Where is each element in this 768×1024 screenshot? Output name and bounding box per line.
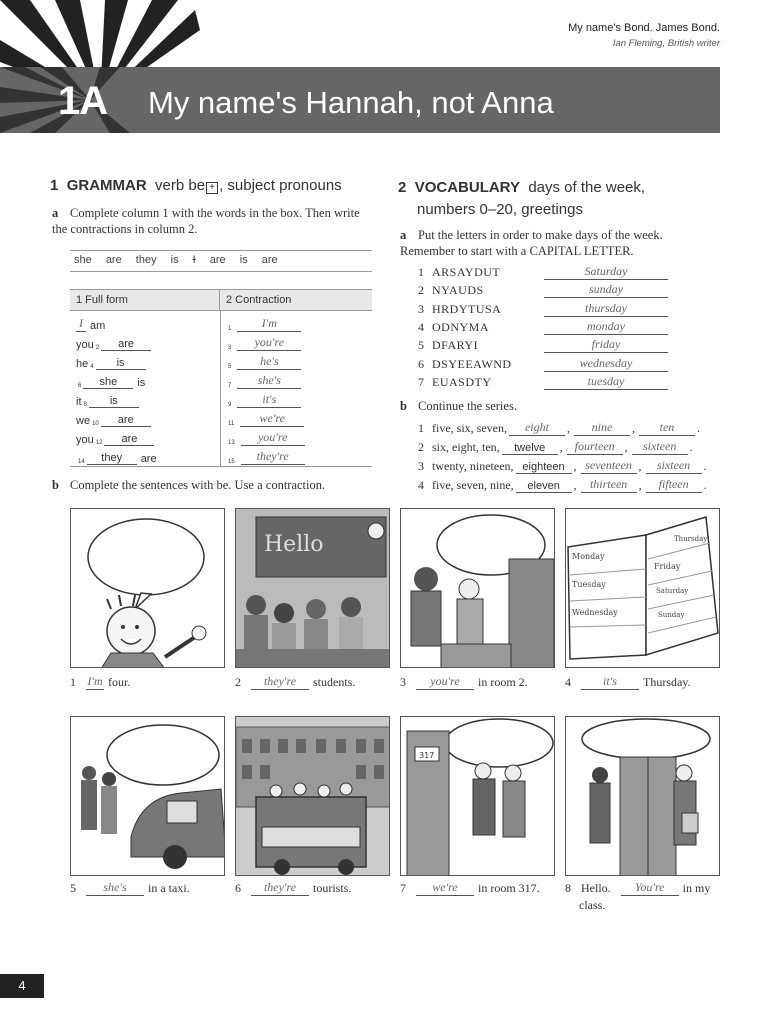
section-heading: VOCABULARY: [414, 179, 520, 196]
grammar-heading: [50, 177, 342, 194]
board-text: Hello: [264, 532, 324, 557]
picture-panel-8: [565, 716, 720, 876]
picture-caption: [70, 880, 190, 896]
anagram-item: [418, 372, 668, 390]
table-row-full-form: [76, 333, 151, 351]
picture-caption: [70, 674, 130, 690]
item-letter: a: [52, 206, 59, 220]
section-topic-rest: , subject pronouns: [219, 177, 342, 194]
girl-waving-illustration: [71, 509, 225, 668]
classroom-door-illustration: [401, 509, 555, 668]
contraction-blank[interactable]: you're: [237, 335, 301, 351]
series-item: 4 five, seven, nine, eleven , thirteen , fifteen .: [418, 477, 707, 492]
item-number: 12: [95, 440, 103, 446]
anagram-letters: EUASDTY: [432, 374, 492, 389]
answer-blank[interactable]: I'm: [87, 674, 103, 688]
answer-blank[interactable]: is: [96, 357, 146, 370]
contraction-blank[interactable]: we're: [240, 411, 304, 427]
answer-blank[interactable]: she's: [86, 880, 144, 896]
item-number: 4: [565, 675, 571, 689]
series-item: 2 six, eight, ten, twelve , fourteen , sixteen .: [418, 439, 693, 454]
caption-rest: Thursday.: [643, 675, 691, 689]
answer-blank[interactable]: they're: [251, 674, 309, 690]
answer-blank[interactable]: sixteen: [646, 458, 702, 474]
item-number: 4: [418, 319, 424, 334]
item-letter: a: [400, 228, 407, 242]
series-item: 3 twenty, nineteen, eighteen , seventeen , sixteen .: [418, 458, 707, 473]
answer-blank[interactable]: ten: [639, 420, 695, 436]
tourist-bus-illustration: [236, 717, 390, 876]
answer-blank[interactable]: wednesday: [544, 356, 668, 372]
anagram-item: [418, 262, 668, 280]
answer-blank[interactable]: sunday: [544, 282, 668, 298]
table-row-contraction: [226, 352, 301, 370]
answer-blank[interactable]: she: [83, 376, 133, 389]
picture-caption: [235, 880, 351, 896]
item-number: 6: [418, 356, 424, 371]
calendar-day: Friday: [654, 562, 681, 571]
contraction-blank[interactable]: he's: [237, 354, 301, 370]
table-row-contraction: [226, 409, 304, 427]
table-header: [70, 289, 372, 311]
answer-blank[interactable]: are: [104, 433, 154, 446]
picture-panel-4: [565, 508, 720, 668]
table-row-contraction: [226, 333, 301, 351]
table-row-full-form: [76, 409, 151, 427]
answer-blank[interactable]: tuesday: [544, 374, 668, 390]
answer-blank[interactable]: friday: [544, 337, 668, 353]
anagram-letters: ARSAYDUT: [432, 265, 501, 279]
caption-rest: in room 317.: [478, 881, 540, 895]
item-number: 9: [228, 402, 232, 408]
anagram-letters: ODNYMA: [432, 319, 489, 334]
answer-blank[interactable]: eighteen: [516, 461, 572, 474]
item-number: 6: [235, 881, 241, 895]
table-row-contraction: [226, 447, 305, 465]
section-number: 2: [398, 179, 407, 196]
caption-rest: in room 2.: [478, 675, 528, 689]
col2-header: 2 Contraction: [226, 294, 292, 306]
table-row-full-form: [76, 447, 157, 465]
series-given: five, seven, nine,: [432, 478, 514, 492]
item-number: 5: [228, 364, 232, 370]
section-topic: verb be: [155, 177, 206, 194]
item-number: 14: [78, 459, 85, 465]
vocab-a-instruction: [400, 227, 690, 259]
answer-blank[interactable]: Saturday: [544, 264, 668, 280]
answer-blank[interactable]: monday: [544, 319, 668, 335]
word-box: [70, 250, 372, 272]
quote-text: My name's Bond. James Bond.: [568, 22, 720, 34]
verb-form: is: [137, 377, 146, 389]
item-number: 7: [228, 383, 232, 389]
table-row-contraction: [226, 390, 301, 408]
pronoun: you: [76, 434, 94, 446]
section-topic: days of the week,: [528, 179, 646, 196]
instruction-text: Continue the series.: [418, 399, 517, 413]
contraction-blank[interactable]: she's: [237, 373, 301, 389]
pronoun: you: [76, 339, 94, 351]
word-box-item: are: [209, 254, 226, 266]
answer-blank[interactable]: fifteen: [646, 477, 702, 493]
item-number: 2: [95, 345, 100, 351]
picture-caption: [235, 674, 355, 690]
calendar-day: Thursday: [674, 535, 708, 543]
anagram-item: [418, 335, 668, 353]
caption-rest: students.: [313, 675, 356, 689]
pronoun: we: [76, 415, 91, 427]
answer-blank[interactable]: they: [87, 452, 137, 465]
instruction-text: Put the letters in order to make days of the week. Remember to start with a CAPITAL LETTER.: [400, 228, 663, 258]
answer-blank[interactable]: they're: [251, 880, 309, 896]
instruction-text: Complete the sentences with be. Use a contraction.: [70, 478, 326, 492]
answer-blank[interactable]: eight: [509, 420, 565, 436]
anagram-item: [418, 317, 668, 335]
picture-caption: [565, 674, 691, 690]
answer-blank[interactable]: You're: [621, 880, 679, 896]
word-box-item: are: [105, 254, 122, 266]
grammar-b-instruction: [52, 477, 372, 493]
word-box-item: is: [170, 254, 179, 266]
verb-form: am: [90, 320, 106, 332]
quote-block: [568, 22, 720, 49]
classroom-illustration: [236, 509, 390, 668]
teacher-door-illustration: [566, 717, 720, 876]
quote-author: Ian Fleming, British writer: [612, 38, 720, 49]
table-row-full-form: [76, 314, 105, 332]
caption-pre: Hello.: [581, 881, 611, 895]
section-number: 1: [50, 177, 59, 194]
answer-blank[interactable]: you're: [416, 674, 474, 690]
item-number: 15: [228, 459, 235, 465]
answer-blank[interactable]: twelve: [502, 442, 558, 455]
table-row-contraction: [226, 314, 301, 332]
item-number: 13: [228, 440, 235, 446]
answer-blank[interactable]: eleven: [516, 480, 572, 493]
caption-rest: class.: [579, 898, 606, 912]
section-heading: GRAMMAR: [66, 177, 147, 194]
answer-blank[interactable]: seventeen: [581, 458, 637, 474]
table-row-contraction: [226, 428, 305, 446]
answer-blank[interactable]: is: [89, 395, 139, 408]
item-number: 4: [90, 364, 94, 370]
page-number: 4: [0, 974, 44, 998]
anagram-letters: NYAUDS: [432, 283, 484, 298]
col1-header: 1 Full form: [70, 290, 220, 310]
plus-box-icon: +: [206, 182, 218, 194]
answer-blank[interactable]: are: [101, 338, 151, 351]
anagram-item: [418, 280, 668, 298]
calendar-day: Tuesday: [572, 580, 606, 589]
item-number: 1: [70, 675, 76, 689]
series-item: 1 five, six, seven, eight , nine , ten .: [418, 420, 700, 435]
picture-caption: [565, 880, 710, 896]
item-number: 7: [400, 881, 406, 895]
series-given: five, six, seven,: [432, 421, 507, 435]
picture-panel-3: [400, 508, 555, 668]
item-number: 8: [565, 881, 571, 895]
item-number: 3: [418, 459, 424, 473]
section-topic-line2: numbers 0–20, greetings: [417, 201, 583, 218]
answer-blank[interactable]: nine: [574, 420, 630, 436]
verb-form: are: [140, 453, 157, 465]
taxi-illustration: [71, 717, 225, 876]
word-box-item: I: [192, 254, 196, 266]
item-number: 5: [418, 338, 424, 353]
grammar-table: [70, 289, 372, 467]
anagram-item: [418, 299, 668, 317]
picture-panel-6: [235, 716, 390, 876]
answer-blank[interactable]: it's: [581, 674, 639, 690]
table-body: [70, 311, 372, 466]
picture-panel-1: [70, 508, 225, 668]
table-row-full-form: [76, 371, 145, 389]
contraction-blank[interactable]: it's: [237, 392, 301, 408]
anagram-letters: DSYEEAWND: [432, 356, 512, 371]
answer-blank[interactable]: fourteen: [567, 439, 623, 455]
item-number: 11: [228, 421, 235, 427]
item-number: 2: [418, 440, 424, 454]
contraction-blank[interactable]: you're: [241, 430, 305, 446]
word-box-item: is: [239, 254, 248, 266]
anagram-item: [418, 354, 668, 372]
table-row-full-form: [76, 390, 139, 408]
calendar-day: Sunday: [658, 611, 685, 619]
caption-rest: four.: [108, 675, 131, 689]
anagram-letters: DFARYI: [432, 338, 479, 353]
picture-caption: [400, 674, 528, 690]
anagram-letters: HRDYTUSA: [432, 301, 502, 316]
item-number: 3: [418, 301, 424, 316]
item-number: 6: [78, 383, 82, 389]
series-given: six, eight, ten,: [432, 440, 500, 454]
vocab-b-instruction: [400, 398, 517, 414]
word-box-item: they: [135, 254, 157, 266]
item-number: 7: [418, 374, 424, 389]
answer-blank[interactable]: thirteen: [581, 477, 637, 493]
item-number: 5: [70, 881, 76, 895]
item-number: 4: [418, 478, 424, 492]
picture-caption-line2: [579, 898, 605, 913]
table-row-full-form: [76, 352, 146, 370]
item-number: 2: [235, 675, 241, 689]
item-number: 1: [418, 421, 424, 435]
table-row-full-form: [76, 428, 154, 446]
item-letter: b: [52, 478, 59, 492]
door-number: 317: [419, 751, 435, 760]
answer-blank[interactable]: are: [101, 414, 151, 427]
picture-panel-2: [235, 508, 390, 668]
table-row-contraction: [226, 371, 301, 389]
item-number: 1: [418, 265, 424, 279]
calendar-illustration: [566, 509, 720, 668]
picture-panel-5: [70, 716, 225, 876]
word-box-item: she: [74, 254, 92, 266]
word-box-item: are: [261, 254, 278, 266]
contraction-blank[interactable]: they're: [241, 449, 305, 465]
item-number: 8: [83, 402, 87, 408]
item-number: 10: [92, 421, 99, 427]
answer-blank[interactable]: I: [76, 316, 86, 332]
room-317-illustration: [401, 717, 555, 876]
picture-caption: [400, 880, 540, 896]
unit-title: My name's Hannah, not Anna: [148, 85, 554, 120]
contraction-blank[interactable]: I'm: [237, 316, 301, 332]
item-number: 2: [418, 283, 424, 298]
item-number: 3: [228, 345, 232, 351]
item-number: 3: [400, 675, 406, 689]
instruction-text: Complete column 1 with the words in the box. Then write the contractions in column 2.: [52, 206, 360, 236]
pronoun: he: [76, 358, 89, 370]
answer-blank[interactable]: thursday: [544, 301, 668, 317]
calendar-day: Monday: [572, 552, 605, 561]
vocab-heading: [398, 177, 645, 221]
item-letter: b: [400, 399, 407, 413]
unit-number: 1A: [58, 79, 108, 123]
caption-rest: tourists.: [313, 881, 352, 895]
item-number: 1: [228, 326, 232, 332]
grammar-a-instruction: [52, 205, 372, 237]
caption-rest: in a taxi.: [148, 881, 190, 895]
pronoun: it: [76, 396, 82, 408]
calendar-day: Saturday: [656, 587, 689, 595]
answer-blank[interactable]: we're: [416, 880, 474, 896]
picture-panel-7: [400, 716, 555, 876]
calendar-day: Wednesday: [572, 608, 618, 617]
answer-blank[interactable]: sixteen: [632, 439, 688, 455]
caption-rest: in my: [682, 881, 711, 895]
series-given: twenty, nineteen,: [432, 459, 514, 473]
